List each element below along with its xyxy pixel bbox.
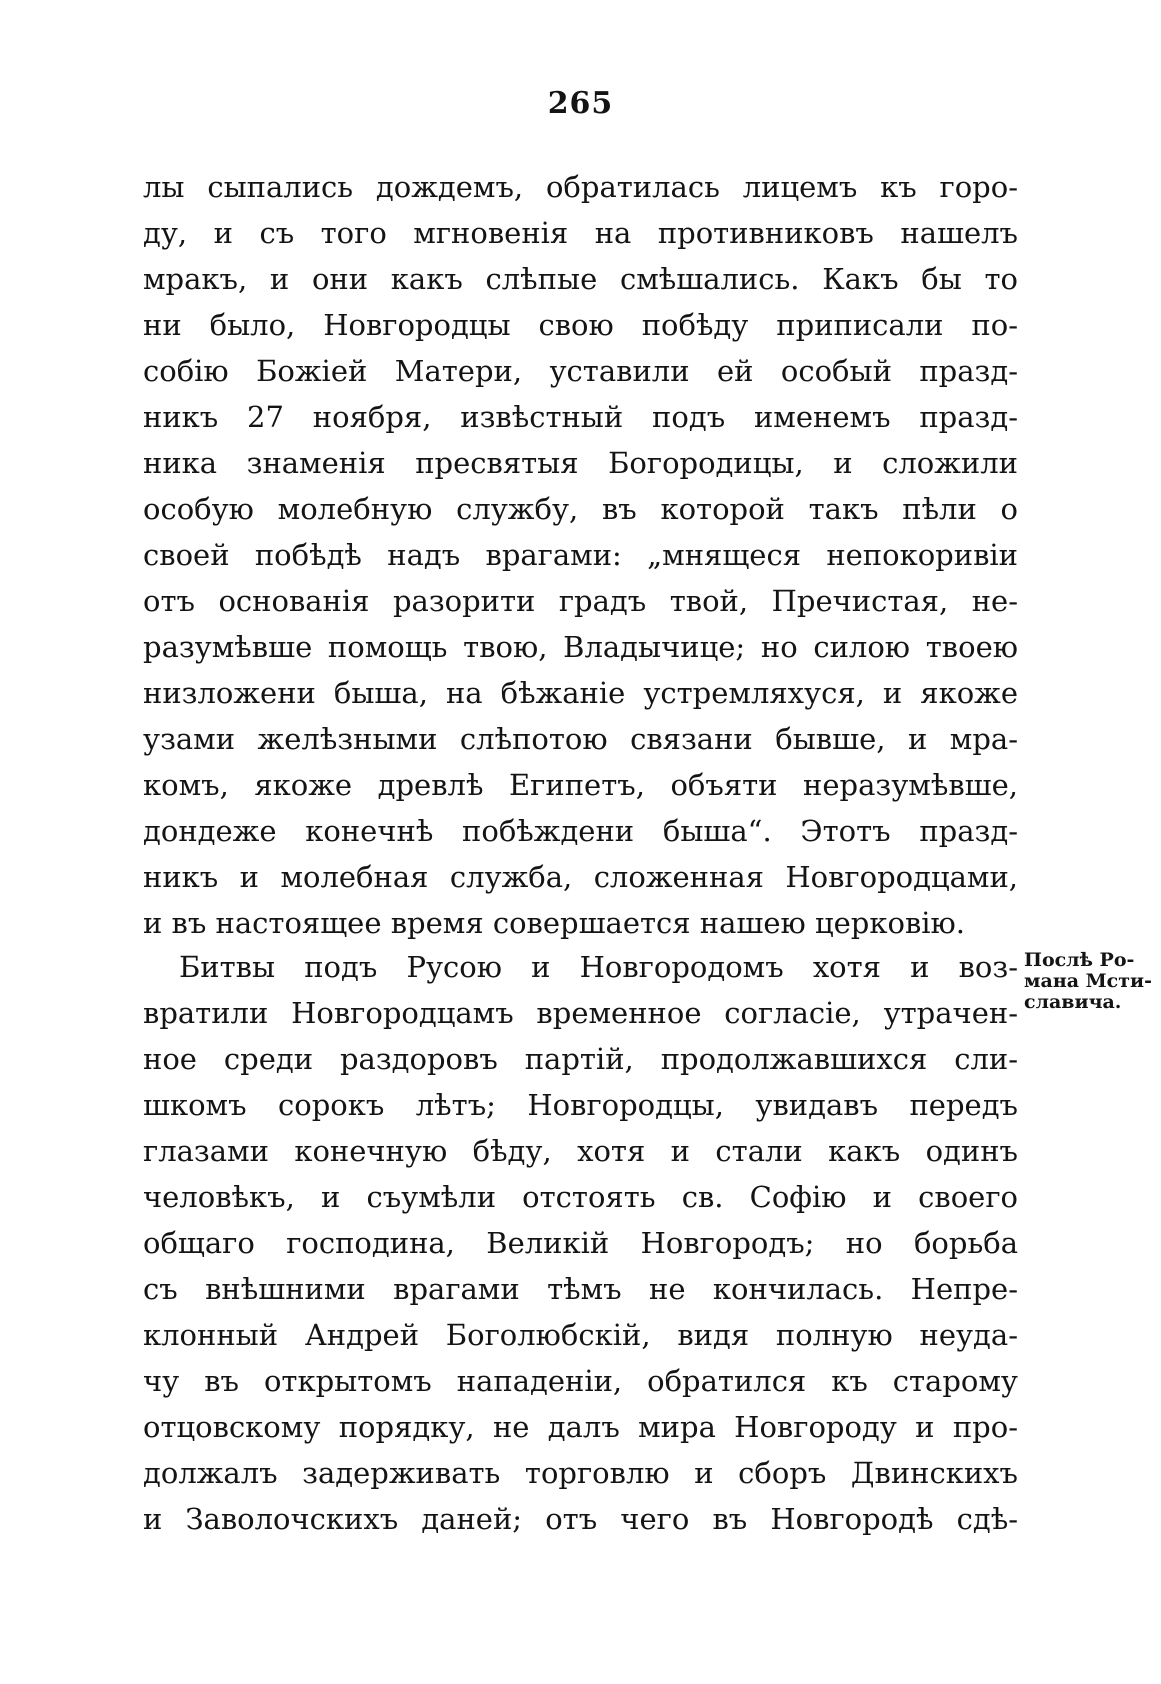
paragraph-1 [143,164,1018,946]
text-line: узами желѣзными слѣпотою связани бывше, и мра- [143,722,1018,756]
text-line: своей побѣдѣ надъ врагами: „мнящеся непокоривіи [143,538,1018,572]
text-line: человѣкъ, и съумѣли отстоять св. Софію и своего [143,1180,1018,1214]
text-line: особую молебную службу, въ которой такъ пѣли о [143,492,1018,526]
text-line: ника знаменія пресвятыя Богородицы, и сложили [143,446,1018,480]
text-line: ни было, Новгородцы свою побѣду приписали по- [143,308,1018,342]
margin-note [1024,950,1158,1013]
page-number: 265 [547,86,614,121]
text-line: Битвы подъ Русою и Новгородомъ хотя и воз- [179,950,1018,984]
text-line: должалъ задерживать торговлю и сборъ Двинскихъ [143,1456,1018,1490]
paragraph-2 [143,944,1018,1542]
text-line: мракъ, и они какъ слѣпые смѣшались. Какъ бы то [143,262,1018,296]
text-line: дондеже конечнѣ побѣждени быша“. Этотъ празд- [143,814,1018,848]
text-line: шкомъ сорокъ лѣтъ; Новгородцы, увидавъ передъ [143,1088,1018,1122]
margin-note-line: мана Мсти- [1024,970,1152,992]
text-line: комъ, якоже древлѣ Египетъ, объяти неразумѣвше, [143,768,1018,802]
text-line: лы сыпались дождемъ, обратилась лицемъ къ горо- [143,170,1018,204]
text-line: собію Божіей Матери, уставили ей особый празд- [143,354,1018,388]
text-line: никъ 27 ноября, извѣстный подъ именемъ празд- [143,400,1018,434]
text-line: глазами конечную бѣду, хотя и стали какъ одинъ [143,1134,1018,1168]
text-line: никъ и молебная служба, сложенная Новгородцами, [143,860,1018,894]
margin-note-line: Послѣ Ро- [1024,949,1135,971]
text-line: ное среди раздоровъ партій, продолжавшихся сли- [143,1042,1018,1076]
text-line: съ внѣшними врагами тѣмъ не кончилась. Непре- [143,1272,1018,1306]
text-line: разумѣвше помощь твою, Владычице; но силою твоею [143,630,1018,664]
margin-note-line: славича. [1024,991,1122,1013]
text-line: и въ настоящее время совершается нашею церковію. [143,906,966,940]
text-line: отцовскому порядку, не далъ мира Новгороду и про- [143,1410,1018,1444]
text-line: общаго господина, Великій Новгородъ; но борьба [143,1226,1018,1260]
text-line: вратили Новгородцамъ временное согласіе, утрачен- [143,996,1018,1030]
text-line: и Заволочскихъ даней; отъ чего въ Новгородѣ сдѣ- [143,1502,1018,1536]
text-line: клонный Андрей Боголюбскій, видя полную неуда- [143,1318,1018,1352]
text-line: отъ основанія разорити градъ твой, Пречистая, не- [143,584,1018,618]
text-line: чу въ открытомъ нападеніи, обратился къ старому [143,1364,1018,1398]
text-line: низложени быша, на бѣжаніе устремляхуся, и якоже [143,676,1018,710]
text-line: ду, и съ того мгновенія на противниковъ нашелъ [143,216,1018,250]
